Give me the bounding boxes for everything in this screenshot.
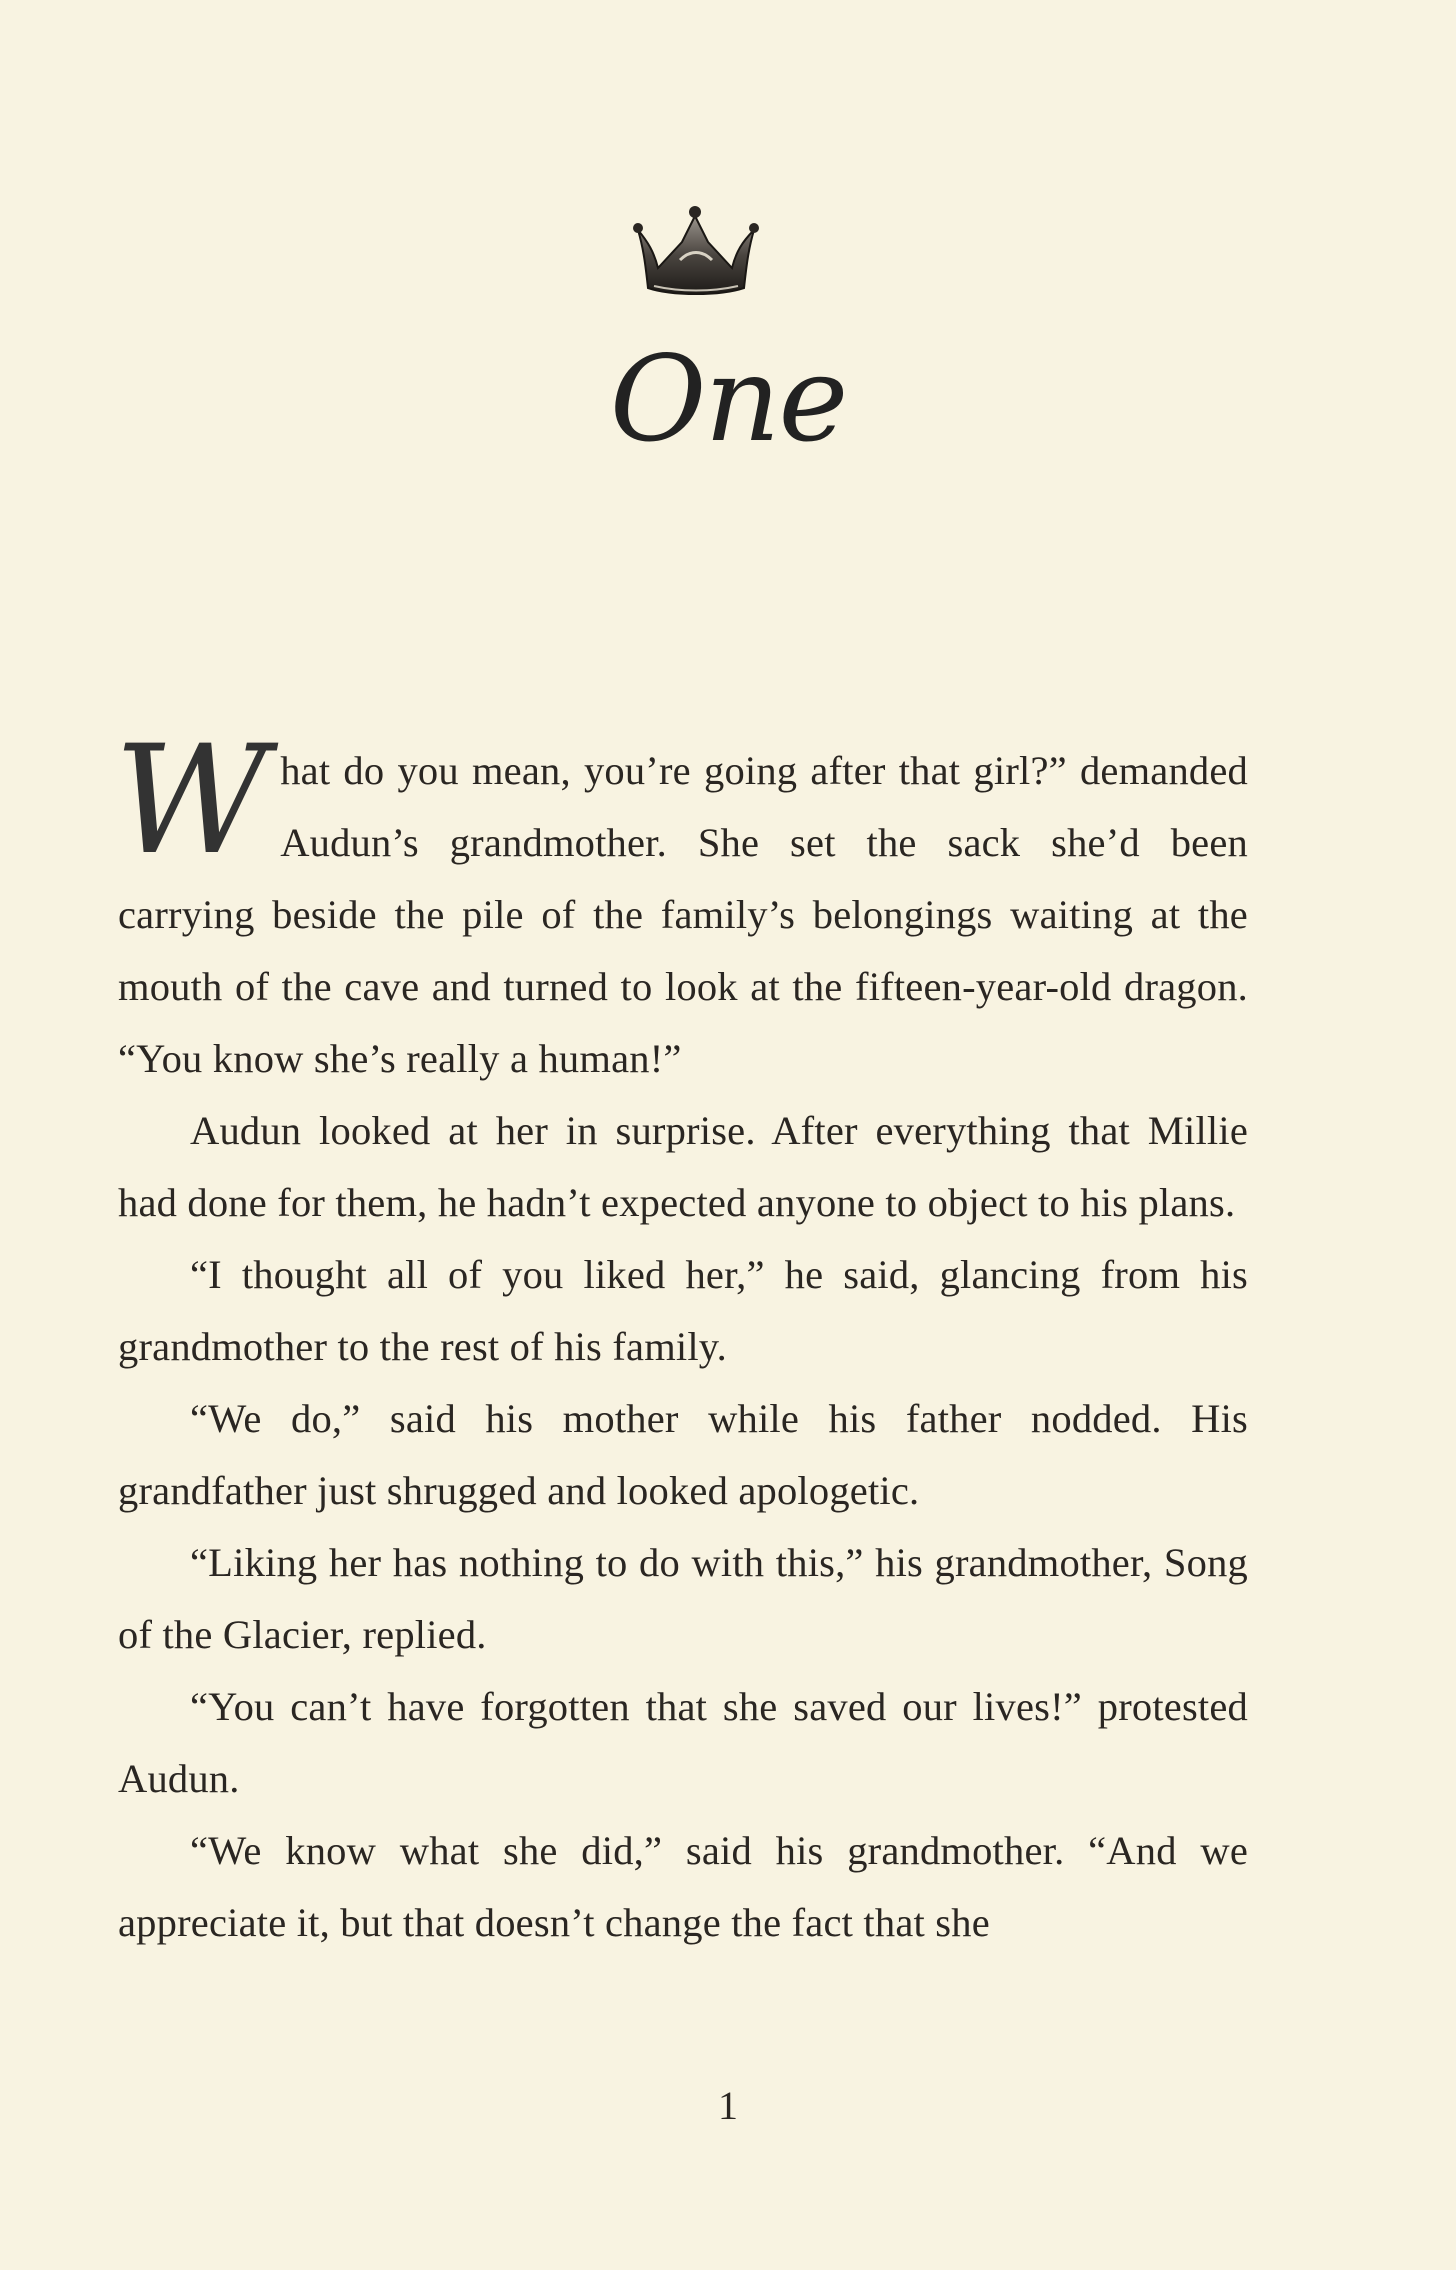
paragraph [114,714,1248,1095]
chapter-body [114,714,1248,1959]
paragraph: “I thought all of you liked her,” he said, glancing from his grandmother to the rest of his family. [118,1252,1248,1369]
paragraph: “We know what she did,” said his grandmother. “And we appreciate it, but that doesn’t change the fact that she [118,1828,1248,1945]
crown-icon [620,190,770,310]
paragraph-text: hat do you mean, you’re going after that girl?” demanded Audun’s grandmother. She set the sack she’d been carrying beside the pile of the family’s belongings waiting at the mouth of the cave and turned to look at the fifteen-year-old dragon. “You know she’s really a human!” [118,748,1248,1081]
chapter-title: One [609,330,847,468]
drop-cap: W [114,714,263,888]
paragraph: “You can’t have forgotten that she saved our lives!” protested Audun. [118,1684,1248,1801]
paragraph: “Liking her has nothing to do with this,” his grandmother, Song of the Glacier, replied. [118,1540,1248,1657]
page-number: 1 [718,2083,738,2128]
paragraph: Audun looked at her in surprise. After everything that Millie had done for them, he hadn’t expected anyone to object to his plans. [118,1108,1248,1225]
paragraph: “We do,” said his mother while his father nodded. His grandfather just shrugged and looked apologetic. [118,1396,1248,1513]
